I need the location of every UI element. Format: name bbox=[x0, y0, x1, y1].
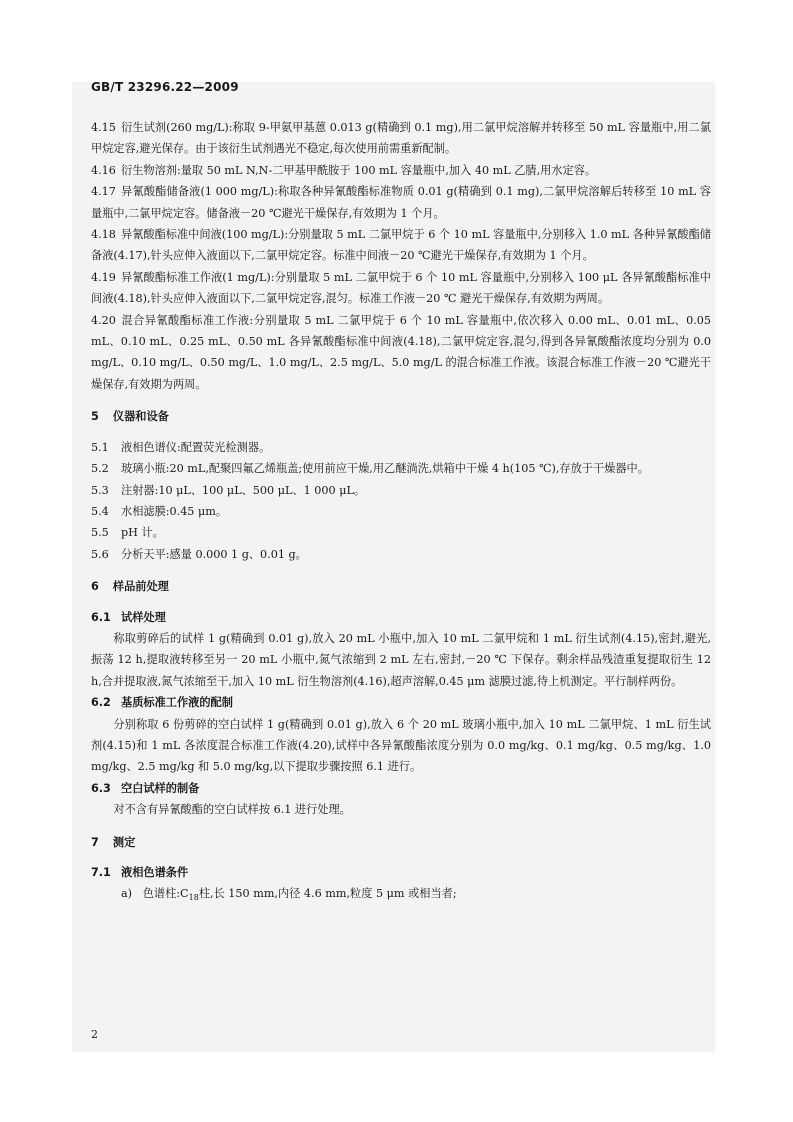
clause-number: 4.19 bbox=[91, 270, 116, 284]
section-title: 仪器和设备 bbox=[112, 410, 169, 424]
section-7-heading bbox=[91, 832, 711, 853]
clause-5-2 bbox=[91, 458, 711, 479]
standard-number-header: GB/T 23296.22—2009 bbox=[91, 80, 239, 94]
clause-text: 异氰酸酯储备液(1 000 mg/L):称取各种异氰酸酯标准物质 0.01 g(精确到 0.1 mg),二氯甲烷溶解后转移至 10 mL 容量瓶中,二氯甲烷定容。储备液－20 ℃避光干燥保存,有效期为 1 个月。 bbox=[91, 185, 711, 220]
clause-text: 分析天平:感量 0.000 1 g、0.01 g。 bbox=[121, 547, 307, 561]
subscript-18: 18 bbox=[188, 893, 199, 903]
section-title: 测定 bbox=[112, 835, 136, 849]
clause-number: 5.6 bbox=[91, 547, 109, 561]
subsection-7-1-heading bbox=[91, 862, 711, 883]
clause-number: 5.1 bbox=[91, 440, 109, 454]
clause-text: 异氰酸酯标准工作液(1 mg/L):分别量取 5 mL 二氯甲烷于 6 个 10 mL 容量瓶中,分别移入 100 μL 各异氰酸酯标准中间液(4.18),针头应伸入液面以下,二氯甲烷定容,混匀。标准工作液－20 ℃ 避光干燥保存,有效期为两周。 bbox=[91, 270, 711, 306]
subsection-title: 空白试样的制备 bbox=[121, 781, 200, 795]
subsection-6-3-text: 对不含有异氰酸酯的空白试样按 6.1 进行处理。 bbox=[113, 803, 351, 817]
clause-5-5 bbox=[91, 522, 711, 543]
list-text-post: 柱,长 150 mm,内径 4.6 mm,粒度 5 μm 或相当者; bbox=[198, 887, 457, 901]
clause-text: 衍生物溶剂:量取 50 mL N,N-二甲基甲酰胺于 100 mL 容量瓶中,加入 40 mL 乙腈,用水定容。 bbox=[121, 163, 597, 177]
subsection-6-1-text: 称取剪碎后的试样 1 g(精确到 0.01 g),放入 20 mL 小瓶中,加入 10 mL 二氯甲烷和 1 mL 衍生试剂(4.15),密封,避光,振荡 12 h,提取液转移至另一 20 mL 小瓶中,氮气浓缩到 2 mL 左右,密封,－20 ℃ 下保存。剩余样品残渣重复提取衍生 12 h,合并提取液,氮气浓缩至干,加入 10 mL 衍生物溶剂(4.16),超声溶解,0.45 μm 滤膜过滤,待上机测定。平行制样两份。 bbox=[91, 631, 711, 688]
clause-number: 5.5 bbox=[91, 526, 109, 540]
section-number: 6 bbox=[91, 580, 99, 594]
subsection-6-2-text: 分别称取 6 份剪碎的空白试样 1 g(精确到 0.01 g),放入 6 个 20 mL 玻璃小瓶中,加入 10 mL 二氯甲烷、1 mL 衍生试剂(4.15)和 1 mL 各浓度混合标准工作液(4.20),试样中各异氰酸酯浓度分别为 0.0 mg/kg、0.1 mg/kg、0.5 mg/kg、1.0 mg/kg、2.5 mg/kg 和 5.0 mg/kg,以下提取步骤按照 6.1 进行。 bbox=[91, 717, 711, 774]
section-5-heading bbox=[91, 406, 711, 427]
subsection-number: 7.1 bbox=[91, 866, 111, 879]
document-body bbox=[91, 117, 711, 909]
clause-text: 水相滤膜:0.45 μm。 bbox=[121, 504, 228, 518]
clause-text: 异氰酸酯标准中间液(100 mg/L):分别量取 5 mL 二氯甲烷于 6 个 10 mL 容量瓶中,分别移入 1.0 mL 各种异氰酸酯储备液(4.17),针头应伸入液面以下,二氯甲烷定容。标准中间液－20 ℃避光干燥保存,有效期为 1 个月。 bbox=[91, 228, 711, 263]
subsection-title: 基质标准工作液的配制 bbox=[121, 696, 233, 710]
list-text-pre: 色谱柱:C bbox=[142, 887, 189, 901]
clause-text: 玻璃小瓶:20 mL,配聚四氟乙烯瓶盖;使用前应干燥,用乙醚淌洗,烘箱中干燥 4 h(105 ℃),存放于干燥器中。 bbox=[121, 462, 649, 476]
clause-number: 4.15 bbox=[91, 121, 116, 134]
subsection-title: 试样处理 bbox=[121, 610, 166, 624]
list-item-a bbox=[91, 883, 711, 909]
section-number: 5 bbox=[91, 410, 99, 424]
clause-number: 4.18 bbox=[91, 228, 116, 242]
list-label: a) bbox=[121, 887, 133, 901]
clause-text: 衍生试剂(260 mg/L):称取 9-甲氨甲基蒽 0.013 g(精确到 0.1 mg),用二氯甲烷溶解并转移至 50 mL 容量瓶中,用二氯甲烷定容,避光保存。由于该衍生试剂遇光不稳定,每次使用前需重新配制。 bbox=[91, 121, 711, 156]
clause-number: 5.2 bbox=[91, 462, 109, 476]
section-title: 样品前处理 bbox=[112, 580, 169, 594]
clause-number: 4.16 bbox=[91, 163, 116, 177]
clause-4-16 bbox=[91, 160, 711, 181]
subsection-6-3-heading bbox=[91, 778, 711, 799]
clause-text: 液相色谱仪:配置荧光检测器。 bbox=[121, 440, 271, 454]
clause-text: 混合异氰酸酯标准工作液:分别量取 5 mL 二氯甲烷于 6 个 10 mL 容量瓶中,依次移入 0.00 mL、0.01 mL、0.05 mL、0.10 mL、0.25 mL、0.50 mL 各异氰酸酯标准中间液(4.18),二氯甲烷定容,混匀,得到各异氰酸酯浓度均分别为 0.0 mg/L、0.10 mg/L、0.50 mg/L、1.0 mg/L、2.5 mg/L、5.0 mg/L 的混合标准工作液。该混合标准工作液－20 ℃避光干燥保存,有效期为两周。 bbox=[91, 313, 711, 391]
clause-5-6 bbox=[91, 544, 711, 565]
clause-number: 5.4 bbox=[91, 504, 109, 518]
subsection-6-2-heading bbox=[91, 692, 711, 713]
clause-4-19 bbox=[91, 267, 711, 310]
section-6-heading bbox=[91, 576, 711, 597]
clause-4-20 bbox=[91, 310, 711, 396]
clause-4-18 bbox=[91, 224, 711, 267]
subsection-number: 6.1 bbox=[91, 610, 111, 624]
clause-number: 5.3 bbox=[91, 483, 109, 497]
clause-number: 4.20 bbox=[91, 313, 116, 327]
section-number: 7 bbox=[91, 835, 99, 849]
clause-4-15 bbox=[91, 117, 711, 160]
page-number: 2 bbox=[91, 1028, 98, 1041]
clause-number: 4.17 bbox=[91, 185, 116, 199]
clause-5-1 bbox=[91, 437, 711, 458]
clause-text: 注射器:10 μL、100 μL、500 μL、1 000 μL。 bbox=[121, 483, 366, 497]
subsection-number: 6.2 bbox=[91, 696, 111, 710]
subsection-6-1-heading bbox=[91, 607, 711, 628]
clause-4-17 bbox=[91, 181, 711, 224]
clause-5-3 bbox=[91, 480, 711, 501]
clause-text: pH 计。 bbox=[121, 526, 164, 540]
clause-5-4 bbox=[91, 501, 711, 522]
subsection-number: 6.3 bbox=[91, 781, 111, 795]
subsection-title: 液相色谱条件 bbox=[121, 866, 189, 879]
